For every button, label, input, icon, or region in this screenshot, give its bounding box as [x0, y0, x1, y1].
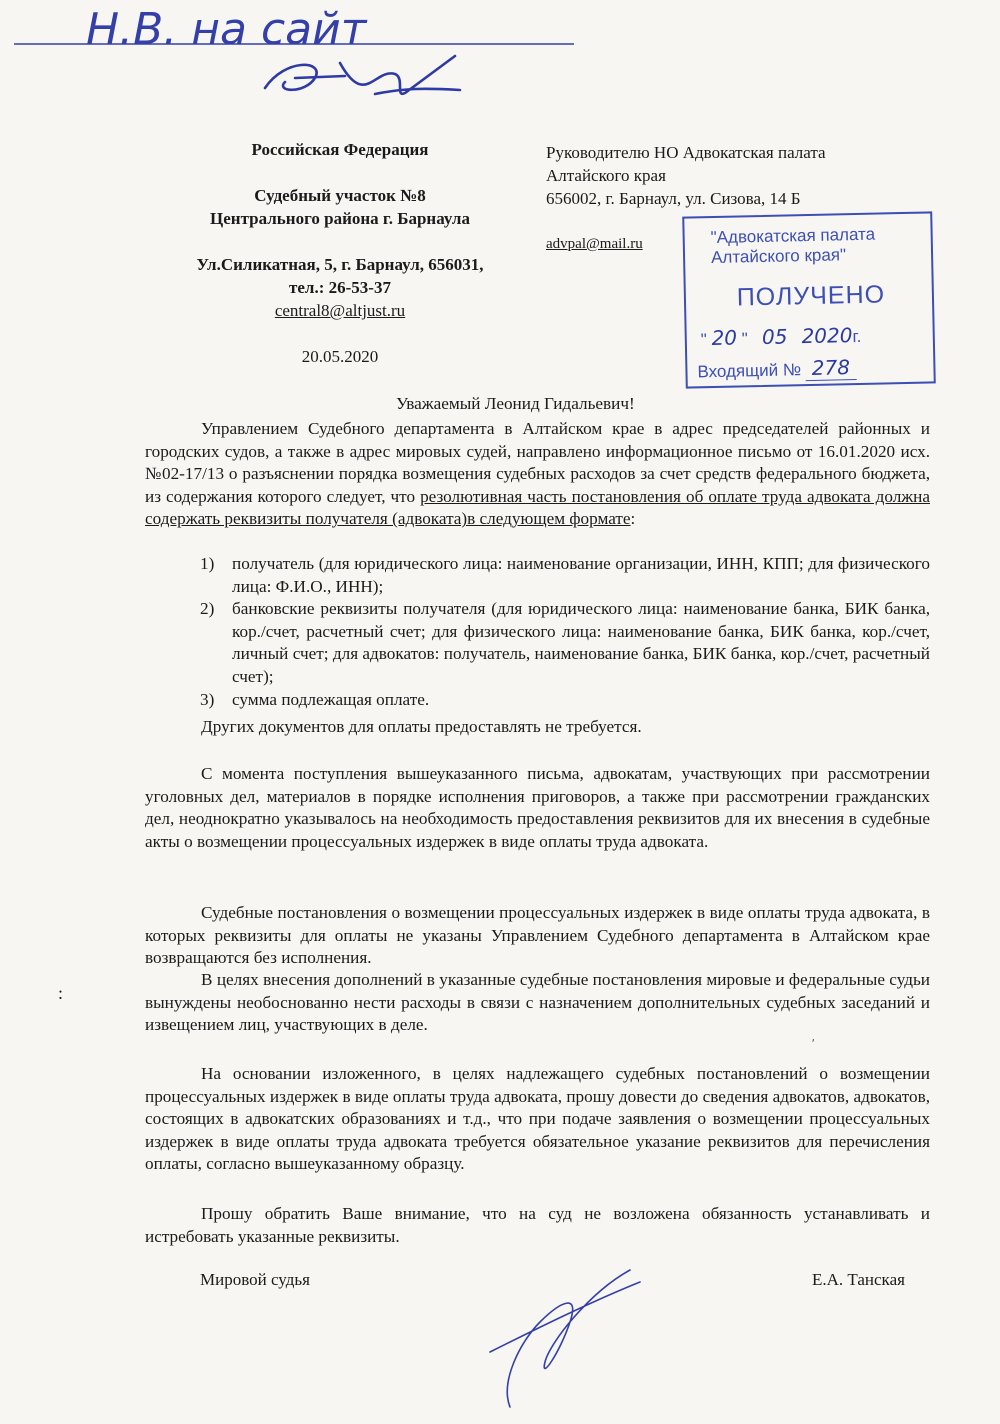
list-item-text: получатель (для юридического лица: наименование организации, ИНН, КПП; для физического лица: Ф.И.О., ИНН); [232, 554, 930, 596]
list-item-text: банковские реквизиты получателя (для юридического лица: наименование банка, БИК банка, кор./счет, расчетный счет; для физического лица: наименование банка, БИК банка, кор./счет, личный счет; для адвокатов: получатель, наименование банка, БИК банка, кор./счет, расчетный счет); [232, 599, 930, 686]
stamp-incoming-number: 278 [806, 355, 857, 381]
stamp-organization [710, 223, 931, 268]
sender-phone: тел.: 26-53-37 [289, 278, 391, 297]
list-item-number: 1) [200, 554, 215, 573]
stamp-month: 05 [761, 324, 788, 349]
list-item-number: 2) [200, 599, 215, 619]
sender-block [140, 138, 540, 368]
stamp-year-suffix: г. [852, 326, 862, 347]
list-item-text: сумма подлежащая оплате. [232, 689, 430, 709]
handwritten-signature-bottom [470, 1262, 650, 1412]
recipient-email[interactable]: advpal@mail.ru [546, 236, 643, 252]
paragraph-1-underlined: резолютивная часть постановления об оплате труда адвоката должна содержать реквизиты получателя (адвоката)в следующем формате [145, 486, 930, 529]
stamp-org-line2: Алтайского края" [710, 245, 847, 268]
sender-email[interactable]: central8@altjust.ru [274, 301, 406, 320]
paragraph-1 [145, 418, 930, 531]
stamp-year: 2020 [801, 323, 853, 349]
paragraph-4: В целях внесения дополнений в указанные судебные постановления мировые и федеральные судьи вынуждены необоснованно нести расходы в связи с назначением дополнительных судебных заседаний и извещением лиц, участвующих в деле. [145, 970, 930, 1035]
stamp-day: 20 [711, 325, 738, 351]
handwritten-signature-top [255, 48, 465, 118]
received-stamp [682, 211, 936, 388]
other-documents-note: Других документов для оплаты предоставлять не требуется. [201, 717, 642, 736]
recipient-line1: Руководителю НО Адвокатская палата [546, 143, 826, 162]
stamp-org-line1: "Адвокатская палата [710, 224, 876, 248]
sender-court-district: Центрального района г. Барнаула [210, 209, 470, 228]
margin-mark: : [58, 983, 64, 1003]
paragraph-3: Судебные постановления о возмещении процессуальных издержек в виде оплаты труда адвоката, в которых реквизиты для оплаты не указаны Управлением Судебного департамента в Алтайском крае возвращаются без исполнения. [145, 903, 930, 968]
stamp-incoming-label: Входящий № [697, 360, 802, 382]
requisites-list [200, 553, 930, 711]
paragraph-1-text: Управлением Судебного департамента в Алтайском крае в адрес председателей районных и городских судов, а также в адрес мировых судей, направлено информационное письмо от 16.01.2020 исх. №02-17/13 о разъяснении порядка возмещения судебных расходов за счет средств федерального бюджета, из содержания которого следует, что [145, 419, 930, 506]
letter-date: 20.05.2020 [301, 347, 379, 366]
recipient-line2: Алтайского края [546, 166, 666, 185]
signature-title: Мировой судья [200, 1270, 310, 1289]
handwritten-note-text: Н.В. на сайт [86, 4, 367, 55]
stamp-quote-close: " [741, 329, 749, 349]
paragraph-1-end: : [630, 509, 636, 529]
signature-name: Е.А. Танская [812, 1270, 905, 1289]
margin-tick: ʹ [812, 1036, 815, 1050]
greeting: Уважаемый Леонид Гидальевич! [396, 394, 635, 413]
paragraph-2: С момента поступления вышеуказанного письма, адвокатам, участвующих при рассмотрении уголовных дел, материалов в порядке исполнения приговоров, а также при рассмотрении гражданских дел, неоднократно указывалось на необходимость предоставления реквизитов для их внесения в судебные акты о возмещении процессуальных издержек в виде оплаты труда адвоката. [145, 764, 930, 851]
stamp-quote-open: " [700, 330, 708, 350]
sender-address: Ул.Силикатная, 5, г. Барнаул, 656031, [196, 255, 484, 274]
stamp-date [701, 321, 931, 350]
recipient-address: 656002, г. Барнаул, ул. Сизова, 14 Б [546, 189, 801, 208]
list-item [200, 553, 930, 598]
stamp-received: ПОЛУЧЕНО [736, 280, 886, 312]
paragraph-5: На основании изложенного, в целях надлежащего судебных постановлений о возмещении процессуальных издержек в виде оплаты труда адвоката, прошу довести до сведения адвокатов, адвокатов, состоящих в адвокатских образованиях и т.д., что при подаче заявления о возмещении процессуальных издержек в виде оплаты труда адвоката требуется обязательное указание реквизитов для перечисления оплаты, согласно вышеуказанному образцу. [145, 1064, 930, 1174]
sender-court: Судебный участок №8 [254, 186, 426, 205]
list-item-number: 3) [200, 689, 215, 709]
stamp-incoming [697, 353, 933, 382]
list-item [200, 598, 930, 688]
paragraph-6: Прошу обратить Ваше внимание, что на суд не возложена обязанность устанавливать и истребовать указанные реквизиты. [145, 1204, 930, 1246]
list-item [200, 689, 930, 712]
sender-country: Российская Федерация [251, 140, 429, 159]
